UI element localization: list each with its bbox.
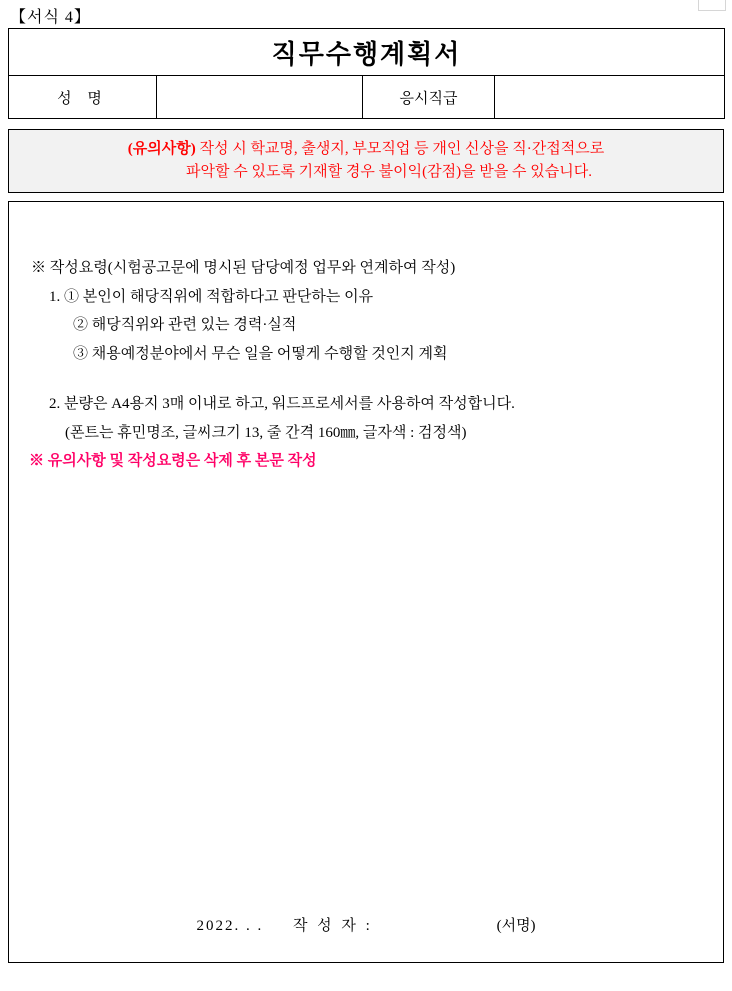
- corner-mark: [698, 0, 726, 11]
- document-body: [8, 28, 724, 963]
- signature-line: [9, 912, 723, 941]
- grade-label-cell: [363, 76, 495, 119]
- signature-author-label: 작 성 자 :: [292, 917, 373, 934]
- notice-cell: [9, 130, 724, 193]
- title-cell: [9, 29, 725, 76]
- grade-value-cell[interactable]: [495, 76, 725, 119]
- info-row: [9, 76, 725, 119]
- notice-table: [8, 129, 724, 193]
- guide-item-1: 1. ① 본인이 해당직위에 적합하다고 판단하는 이유: [49, 288, 374, 305]
- name-value-cell[interactable]: [157, 76, 363, 119]
- notice-tag: (유의사항): [127, 140, 196, 157]
- notice-line-2: 파악할 수 있도록 기재할 경우 불이익(감점)을 받을 수 있습니다.: [186, 164, 592, 180]
- notice-text-1: 작성 시 학교명, 출생지, 부모직업 등 개인 신상을 직·간접적으로: [199, 140, 605, 157]
- name-label: 성 명: [57, 90, 108, 107]
- name-label-cell: [9, 76, 157, 119]
- warning-text: 유의사항 및 작성요령은 삭제 후 본문 작성: [47, 453, 317, 469]
- content-cell[interactable]: [9, 202, 724, 963]
- guide-item-2: 2. 분량은 A4용지 3매 이내로 하고, 워드프로세서를 사용하여 작성합니다.: [49, 396, 515, 412]
- warning-mark-icon: ※: [29, 453, 45, 469]
- notice-line-1: [9, 138, 723, 161]
- guide-item-2-sub: (폰트는 휴민명조, 글씨크기 13, 줄 간격 160㎜, 글자색 : 검정색): [65, 424, 467, 441]
- content-table: [8, 201, 724, 963]
- guide-item-1-sub-2: ③ 채용예정분야에서 무슨 일을 어떻게 수행할 것인지 계획: [73, 345, 448, 362]
- form-number-label: 【서식 4】: [10, 9, 91, 26]
- page-title: 직무수행계획서: [271, 39, 462, 69]
- guide-heading: ※ 작성요령(시험공고문에 명시된 담당예정 업무와 연계하여 작성): [31, 260, 456, 276]
- form-table: [8, 28, 725, 119]
- title-row: [9, 29, 725, 76]
- notice-row: [9, 130, 724, 193]
- guide-spacer: [27, 368, 705, 390]
- signature-date[interactable]: 2022. . .: [196, 917, 264, 934]
- content-area: [9, 202, 723, 962]
- guide-warning: [27, 447, 705, 476]
- content-row: [9, 202, 724, 963]
- guide-item-1-sub-1: ② 해당직위와 관련 있는 경력·실적: [73, 317, 297, 333]
- grade-label: 응시직급: [399, 90, 458, 107]
- signature-note: (서명): [496, 917, 536, 934]
